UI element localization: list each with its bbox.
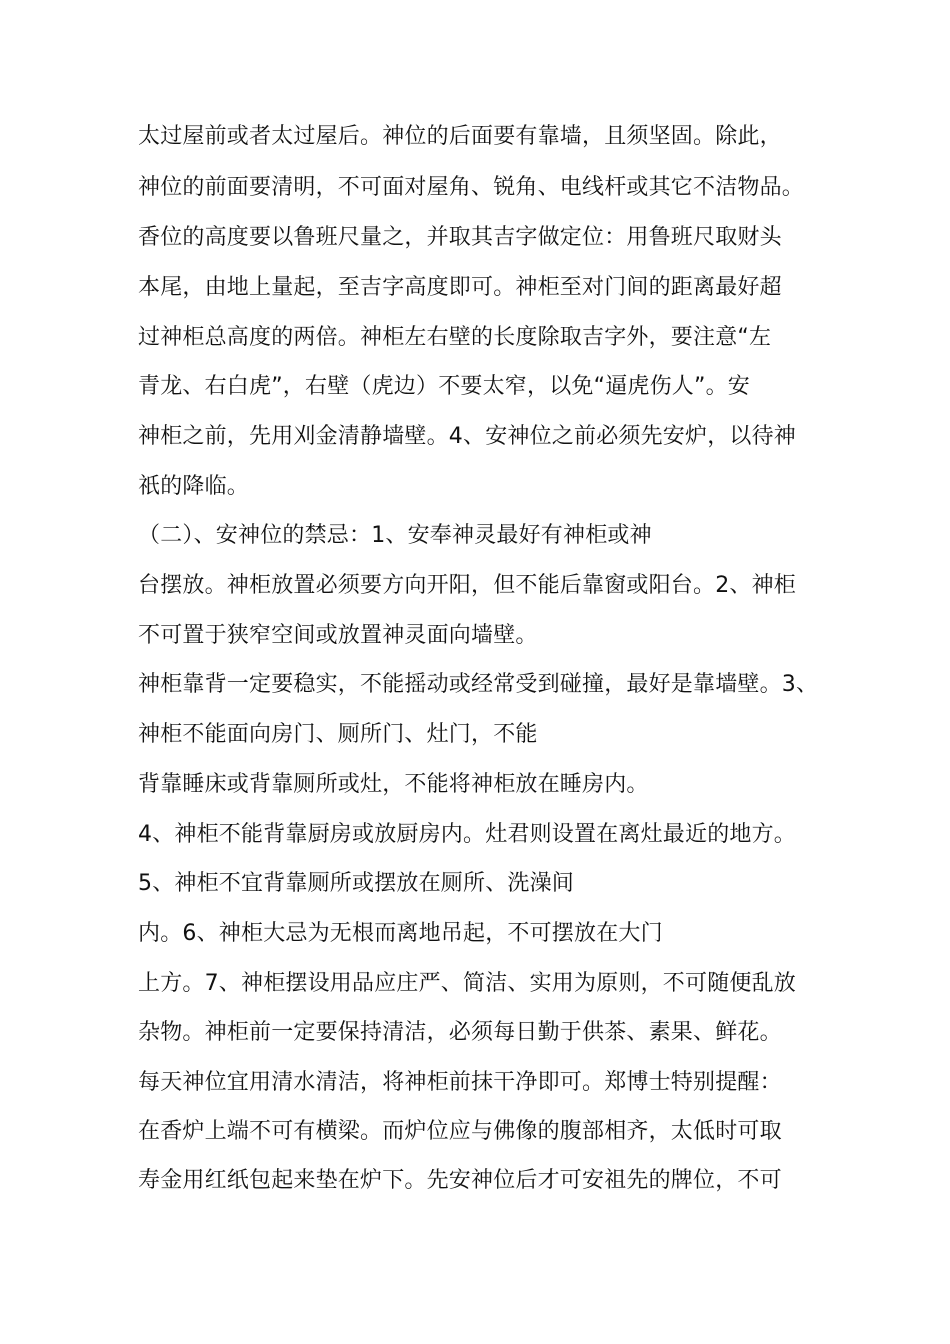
text-line: 台摆放。神柜放置必须要方向开阳，但不能后靠窗或阳台。2、神柜 xyxy=(138,573,796,598)
text-line: 每天神位宜用清水清洁，将神柜前抹干净即可。郑博士特别提醒： xyxy=(138,1070,782,1095)
text-line: 神柜不能面向房门、厕所门、灶门，不能 xyxy=(138,722,538,747)
text-line: 神柜靠背一定要稳实，不能摇动或经常受到碰撞，最好是靠墙壁。3、 xyxy=(138,672,819,697)
text-line: 过神柜总高度的两倍。神柜左右壁的长度除取吉字外，要注意“左 xyxy=(138,325,772,350)
text-line: 寿金用红纸包起来垫在炉下。先安神位后才可安祖先的牌位，不可 xyxy=(138,1168,782,1193)
text-line: 祇的降临。 xyxy=(138,474,250,499)
text-line: 5、神柜不宜背靠厕所或摆放在厕所、洗澡间 xyxy=(138,871,574,896)
text-line: 内。6、神柜大忌为无根而离地吊起，不可摆放在大门 xyxy=(138,921,663,946)
text-line: 背靠睡床或背靠厕所或灶，不能将神柜放在睡房内。 xyxy=(138,772,649,797)
text-line: 本尾，由地上量起，至吉字高度即可。神柜至对门间的距离最好超 xyxy=(138,275,782,300)
text-line: 不可置于狭窄空间或放置神灵面向墙壁。 xyxy=(138,623,538,648)
text-line: 神位的前面要清明，不可面对屋角、锐角、电线杆或其它不洁物品。 xyxy=(138,175,805,200)
text-line: 4、神柜不能背靠厨房或放厨房内。灶君则设置在离灶最近的地方。 xyxy=(138,822,796,847)
text-line: 香位的高度要以鲁班尺量之，并取其吉字做定位：用鲁班尺取财头 xyxy=(138,225,782,250)
section-heading: （二）、安神位的禁忌：1、安奉神灵最好有神柜或神 xyxy=(138,523,652,548)
text-line: 在香炉上端不可有横梁。而炉位应与佛像的腹部相齐，太低时可取 xyxy=(138,1119,782,1144)
text-line: 太过屋前或者太过屋后。神位的后面要有靠墙，且须坚固。除此， xyxy=(138,124,782,149)
text-line: 青龙、右白虎”，右壁（虎边）不要太窄，以免“逼虎伤人”。安 xyxy=(138,374,750,399)
text-line: 神柜之前，先用刈金清静墙壁。4、安神位之前必须先安炉，以待神 xyxy=(138,424,796,449)
text-line: 上方。7、神柜摆设用品应庄严、简洁、实用为原则，不可随便乱放 xyxy=(138,971,796,996)
text-line: 杂物。神柜前一定要保持清洁，必须每日勤于供茶、素果、鲜花。 xyxy=(138,1020,782,1045)
